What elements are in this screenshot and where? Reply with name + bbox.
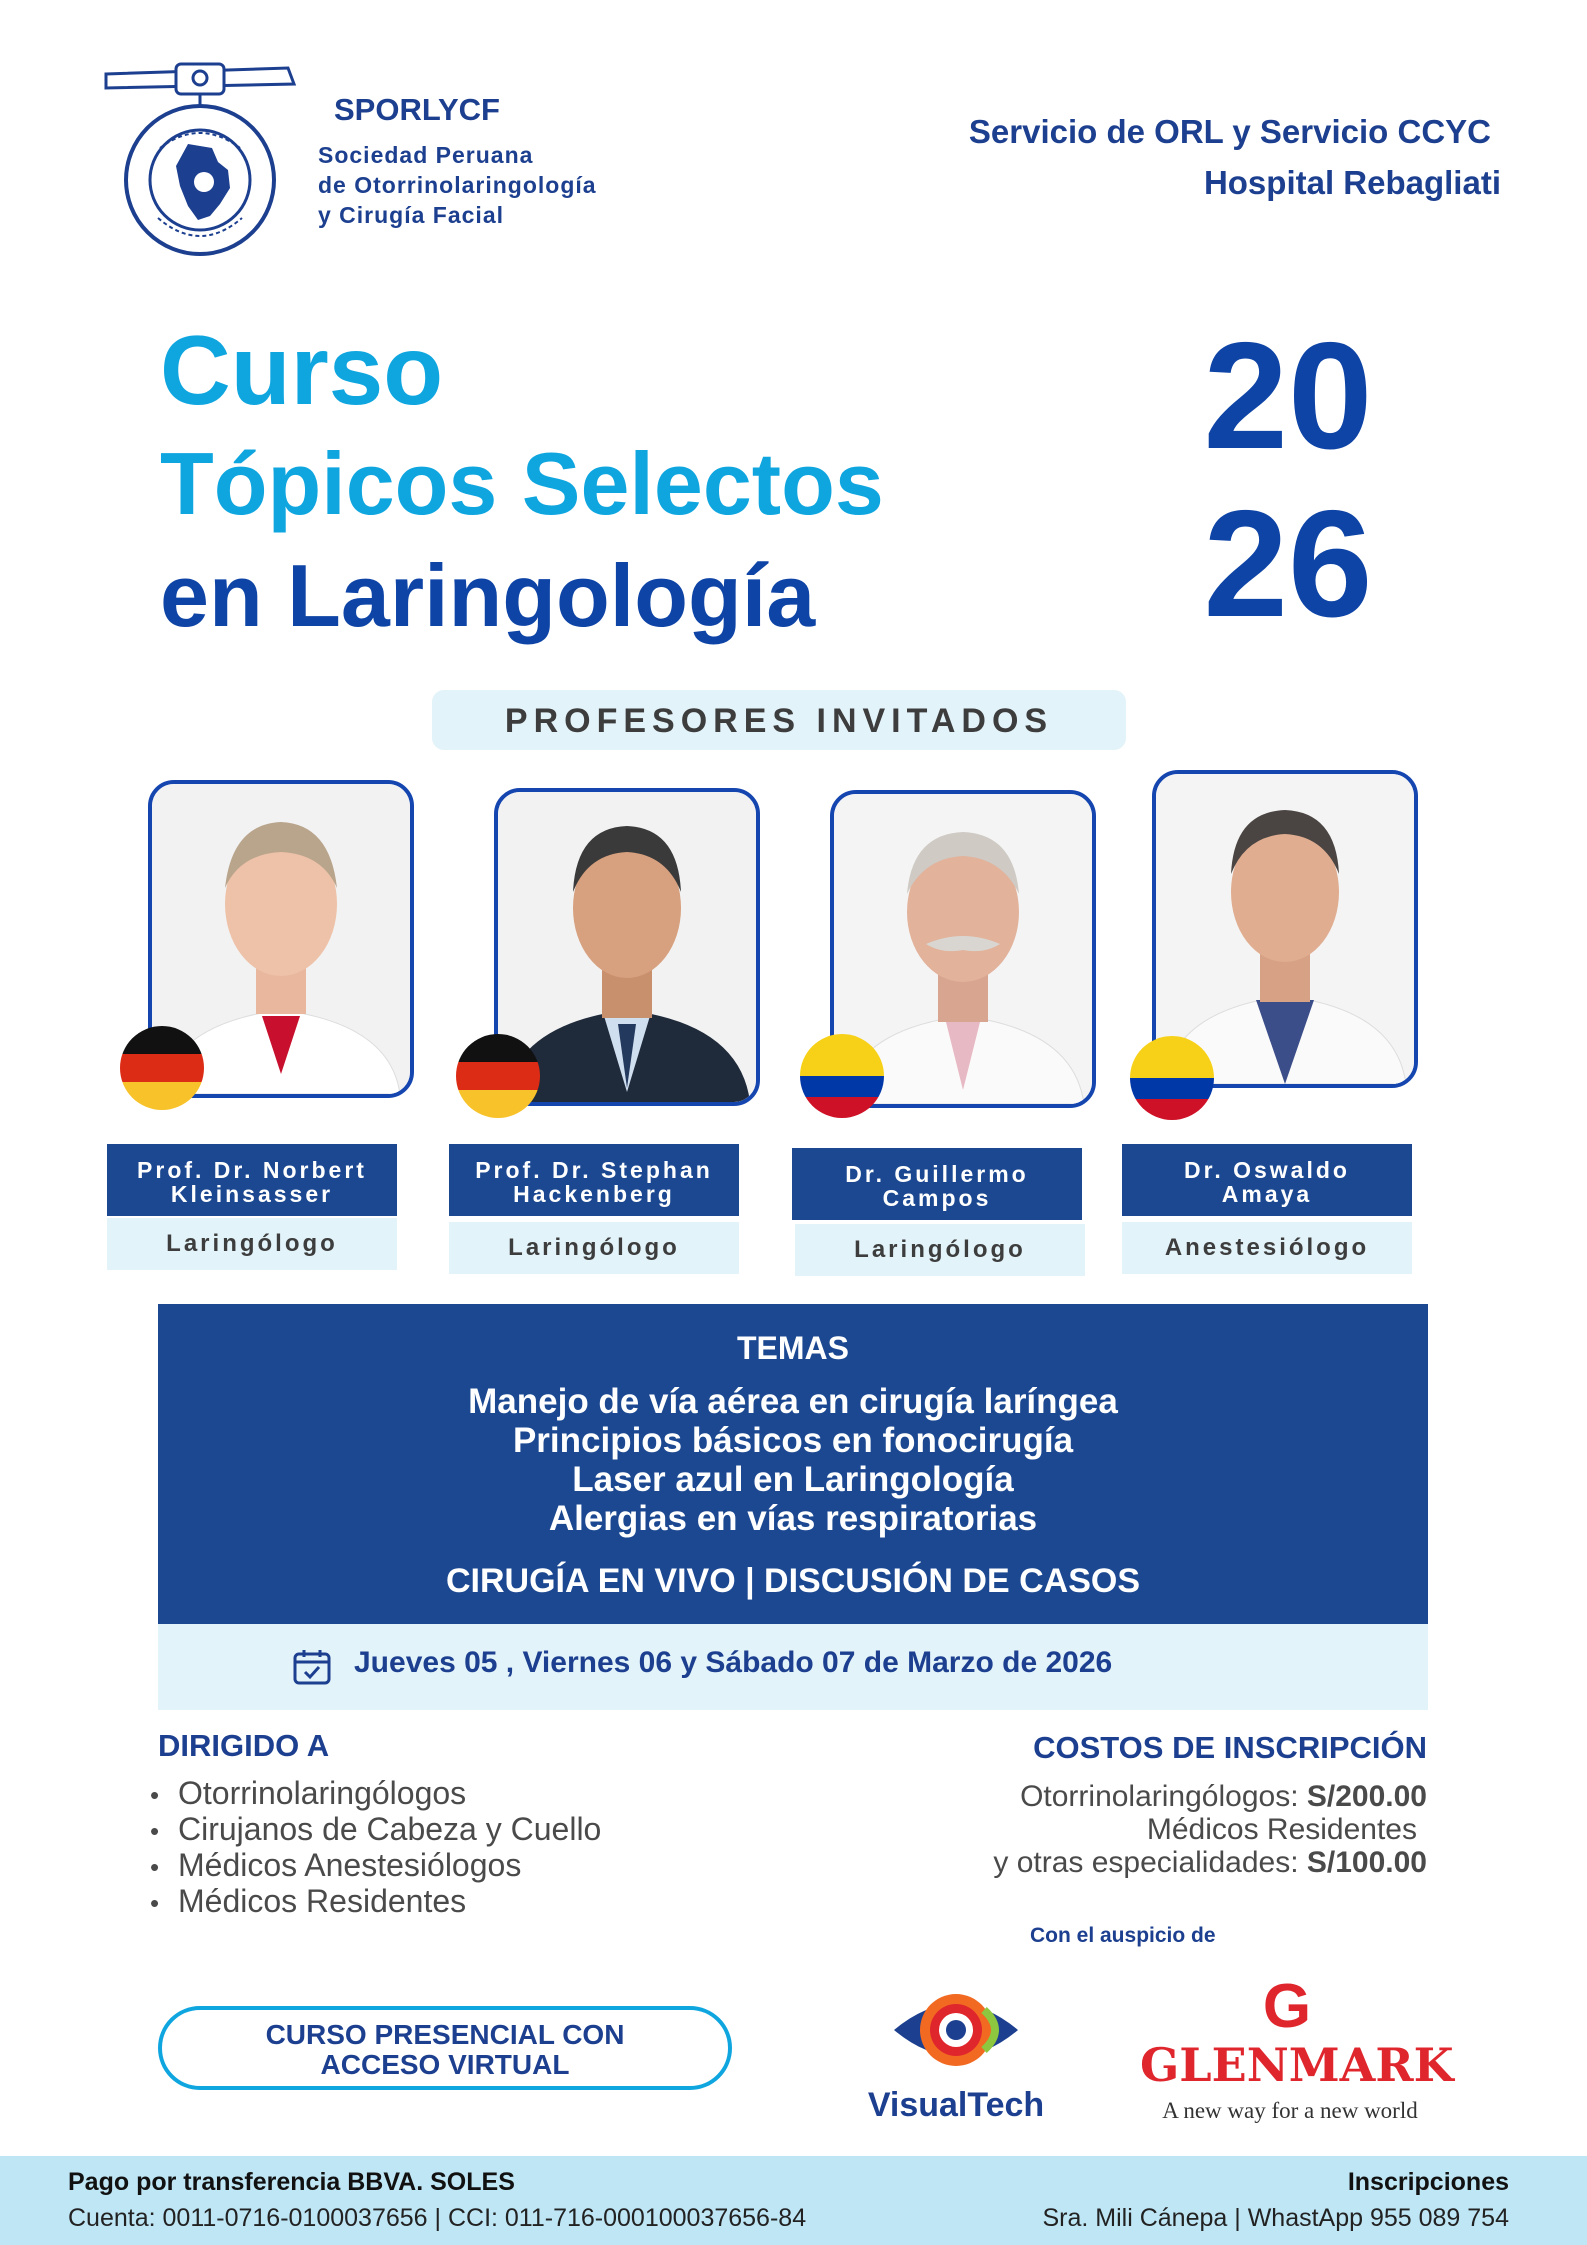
professor-name <box>792 1148 1082 1220</box>
title-line-1: Curso <box>160 315 444 425</box>
registration-details: Sra. Mili Cánepa | WhastApp 955 089 754 <box>1042 2204 1509 2232</box>
costs-list <box>993 1780 1427 1879</box>
professors-heading: PROFESORES INVITADOS <box>432 690 1126 750</box>
professor-name-line: Dr. Guillermo <box>845 1161 1029 1187</box>
professor-role: Anestesiólogo <box>1122 1222 1412 1274</box>
colombia-flag <box>1130 1036 1214 1120</box>
visualtech-name: VisualTech <box>867 2086 1045 2124</box>
professor-role: Laringólogo <box>107 1218 397 1270</box>
org-name <box>318 140 597 230</box>
professor-name-line: Amaya <box>1221 1181 1313 1207</box>
germany-flag <box>120 1026 204 1110</box>
org-name-line: Sociedad Peruana <box>318 142 534 168</box>
org-name-line: y Cirugía Facial <box>318 202 505 228</box>
glenmark-name: GLENMARK <box>1140 2038 1454 2092</box>
audience-item: • Médicos Residentes <box>150 1884 601 1920</box>
professor-name-line: Kleinsasser <box>170 1181 334 1207</box>
glenmark-tagline: A new way for a new world <box>1162 2098 1418 2123</box>
topics-footer: CIRUGÍA EN VIVO | DISCUSIÓN DE CASOS <box>445 1562 1140 1600</box>
professor-name <box>1122 1144 1412 1216</box>
topics-list <box>158 1382 1428 1538</box>
year-bottom: 26 <box>1203 479 1373 649</box>
audience-item: • Médicos Anestesiólogos <box>150 1848 601 1884</box>
mode-line: CURSO PRESENCIAL CON <box>265 2019 625 2050</box>
registration-title: Inscripciones <box>1347 2168 1509 2196</box>
mode-line: ACCESO VIRTUAL <box>320 2049 570 2080</box>
professor-name <box>107 1144 397 1216</box>
title-line-3: en Laringología <box>160 546 816 645</box>
audience-heading: DIRIGIDO A <box>158 1728 330 1763</box>
colombia-flag <box>800 1034 884 1118</box>
cost-line <box>993 1780 1427 1813</box>
professor-name-line: Campos <box>882 1185 992 1211</box>
society-logo <box>100 58 300 258</box>
topic-item: Manejo de vía aérea en cirugía laríngea <box>468 1382 1118 1421</box>
topic-item: Principios básicos en fonocirugía <box>512 1421 1074 1460</box>
date-bar <box>158 1624 1428 1710</box>
topics-panel <box>158 1304 1428 1624</box>
cost-price: S/100.00 <box>1306 1846 1427 1879</box>
professor-name-line: Hackenberg <box>513 1181 675 1207</box>
topic-item: Laser azul en Laringología <box>572 1460 1014 1499</box>
attendance-mode-badge <box>158 2006 732 2090</box>
glenmark-g-icon: G <box>1262 1972 1312 2041</box>
germany-flag <box>456 1034 540 1118</box>
costs-heading: COSTOS DE INSCRIPCIÓN <box>1033 1730 1427 1765</box>
footer-bar <box>0 2156 1587 2245</box>
cost-label: y otras especialidades: <box>993 1846 1307 1879</box>
professor-role: Laringólogo <box>795 1224 1085 1276</box>
cost-line <box>993 1846 1427 1879</box>
professor-name-line: Prof. Dr. Stephan <box>475 1157 713 1183</box>
audience-item: • Otorrinolaringólogos <box>150 1776 601 1812</box>
professor-name-line: Prof. Dr. Norbert <box>137 1157 367 1183</box>
org-acronym: SPORLYCF <box>334 92 500 127</box>
org-name-line: de Otorrinolaringología <box>318 172 597 198</box>
host-line: Hospital Rebagliati <box>1203 164 1501 201</box>
cost-label: Médicos Residentes <box>1146 1813 1417 1846</box>
professor-name-line: Dr. Oswaldo <box>1184 1157 1350 1183</box>
visualtech-logo <box>856 1980 1056 2126</box>
professor-name <box>449 1144 739 1216</box>
payment-details: Cuenta: 0011-0716-0100037656 | CCI: 011-716-000100037656-84 <box>68 2204 807 2232</box>
host-line: Servicio de ORL y Servicio CCYC <box>968 113 1491 150</box>
title-line-2: Tópicos Selectos <box>160 434 884 533</box>
host-institution <box>861 106 1501 208</box>
glenmark-logo <box>1140 1972 1454 2136</box>
calendar-icon <box>292 1648 332 1691</box>
topics-heading: TEMAS <box>737 1330 849 1366</box>
cost-price: S/200.00 <box>1306 1780 1427 1813</box>
payment-title: Pago por transferencia BBVA. SOLES <box>68 2168 515 2196</box>
sponsors-heading: Con el auspicio de <box>1030 1924 1216 1947</box>
event-dates: Jueves 05 , Viernes 06 y Sábado 07 de Marzo de 2026 <box>354 1646 1113 1679</box>
year-top: 20 <box>1203 311 1373 481</box>
topic-item: Alergias en vías respiratorias <box>548 1499 1038 1538</box>
professor-role: Laringólogo <box>449 1222 739 1274</box>
audience-item: • Cirujanos de Cabeza y Cuello <box>150 1812 601 1848</box>
audience-list <box>150 1776 601 1920</box>
cost-label: Otorrinolaringólogos: <box>1020 1780 1307 1813</box>
